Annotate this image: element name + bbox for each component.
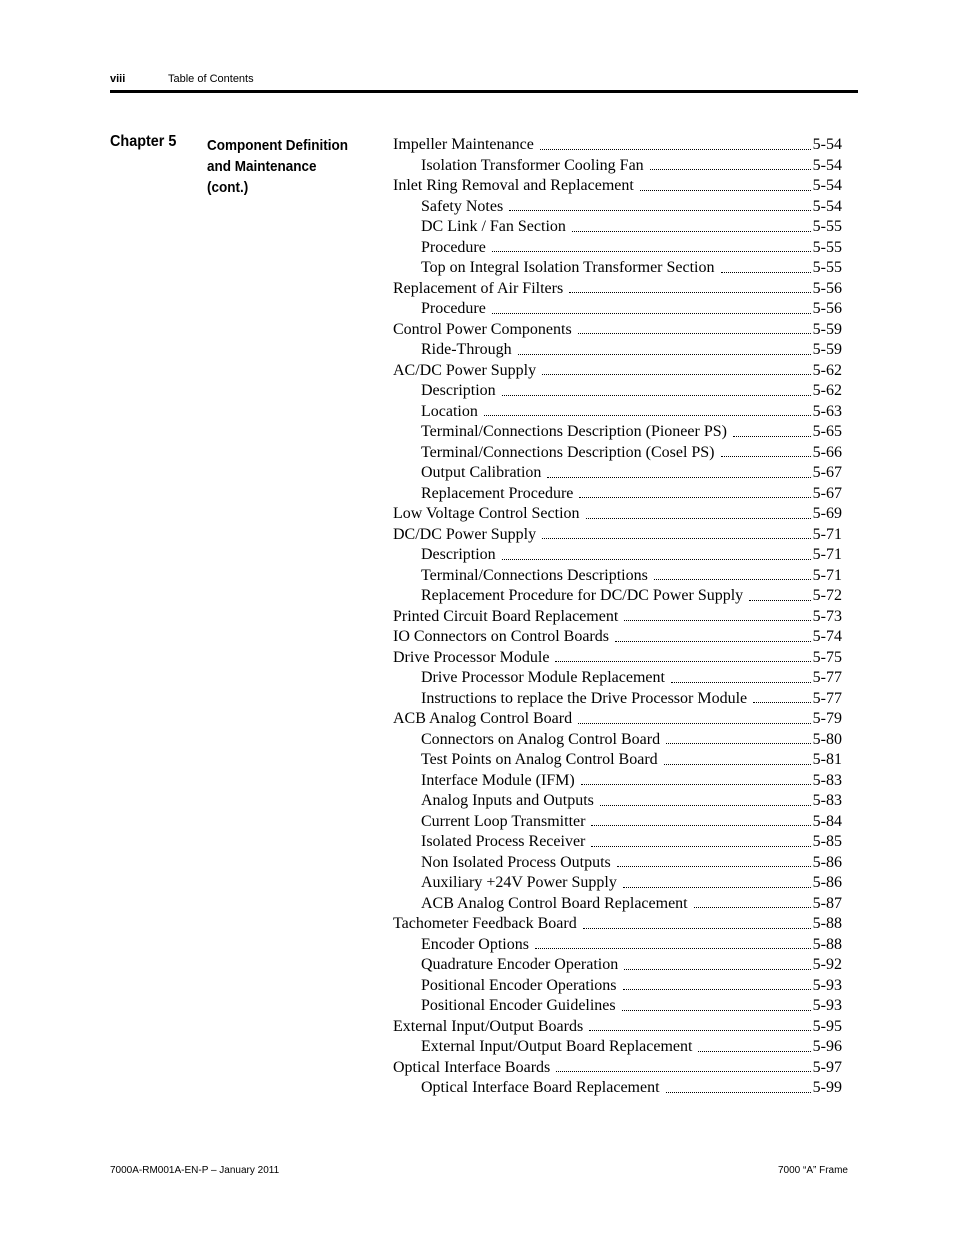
toc-entry[interactable] bbox=[393, 976, 842, 997]
footer-publication: 7000A-RM001A-EN-P – January 2011 bbox=[110, 1165, 280, 1176]
toc-entry-page: 5-74 bbox=[812, 628, 842, 645]
toc-entry-page: 5-85 bbox=[812, 833, 842, 850]
dot-leader bbox=[535, 948, 811, 949]
toc-entry-title: Terminal/Connections Descriptions bbox=[421, 566, 648, 584]
dot-leader bbox=[591, 825, 810, 826]
toc-entry-page: 5-72 bbox=[812, 587, 842, 604]
toc-entry-page: 5-65 bbox=[812, 423, 842, 440]
toc-entry-title: Auxiliary +24V Power Supply bbox=[421, 874, 617, 891]
toc-entry[interactable] bbox=[393, 832, 842, 853]
toc-entry[interactable] bbox=[393, 443, 842, 464]
toc-entry-title: ACB Analog Control Board bbox=[393, 710, 573, 727]
toc-entry-title: Optical Interface Boards bbox=[393, 1058, 551, 1076]
toc-entry[interactable] bbox=[393, 566, 842, 587]
dot-leader bbox=[589, 1030, 810, 1031]
toc-entry-page: 5-56 bbox=[812, 300, 842, 317]
toc-entry[interactable] bbox=[393, 853, 842, 874]
dot-leader bbox=[502, 395, 811, 396]
toc-entry[interactable] bbox=[393, 545, 842, 566]
toc-entry-page: 5-54 bbox=[812, 156, 842, 174]
toc-entry-title: AC/DC Power Supply bbox=[393, 361, 537, 379]
toc-entry[interactable] bbox=[393, 504, 842, 525]
dot-leader bbox=[600, 805, 811, 806]
dot-leader bbox=[694, 907, 811, 908]
toc-entry-page: 5-83 bbox=[812, 771, 842, 789]
dot-leader bbox=[622, 1010, 811, 1011]
toc-entry-title: Quadrature Encoder Operation bbox=[421, 956, 619, 973]
toc-entry-title: Replacement Procedure bbox=[421, 484, 574, 502]
dot-leader bbox=[492, 313, 811, 314]
chapter-title bbox=[207, 135, 387, 198]
toc-entry-title: ACB Analog Control Board Replacement bbox=[421, 894, 688, 912]
running-header-title: Table of Contents bbox=[168, 73, 254, 85]
dot-leader bbox=[542, 538, 811, 539]
toc-entry-title: Analog Inputs and Outputs bbox=[421, 792, 594, 809]
toc-entry-title: Replacement of Air Filters bbox=[393, 279, 564, 297]
toc-entry[interactable] bbox=[393, 217, 842, 238]
toc-entry[interactable] bbox=[393, 402, 842, 423]
toc-entry-page: 5-86 bbox=[812, 874, 842, 891]
toc-entry-title: Replacement Procedure for DC/DC Power Supply bbox=[421, 587, 744, 604]
toc-entry[interactable] bbox=[393, 156, 842, 177]
toc-entry[interactable] bbox=[393, 935, 842, 956]
toc-entry-page: 5-54 bbox=[812, 136, 842, 153]
toc-entry-page: 5-59 bbox=[812, 341, 842, 358]
toc-entry-title: External Input/Output Boards bbox=[393, 1017, 584, 1035]
toc-entry-title: Instructions to replace the Drive Processor Module bbox=[421, 689, 748, 707]
toc-entry[interactable] bbox=[393, 1078, 842, 1099]
dot-leader bbox=[623, 887, 811, 888]
toc-entry[interactable] bbox=[393, 668, 842, 689]
toc-entry-title: Test Points on Analog Control Board bbox=[421, 751, 658, 768]
toc-entry-title: Low Voltage Control Section bbox=[393, 505, 580, 522]
dot-leader bbox=[624, 620, 810, 621]
toc-entry-title: DC Link / Fan Section bbox=[421, 218, 566, 235]
toc-entry-title: Isolated Process Receiver bbox=[421, 833, 586, 850]
toc-entry-title: Ride-Through bbox=[421, 341, 512, 358]
toc-entry-page: 5-77 bbox=[812, 669, 842, 686]
toc-entry[interactable] bbox=[393, 1017, 842, 1038]
dot-leader bbox=[753, 702, 811, 703]
toc-entry-title: Impeller Maintenance bbox=[393, 136, 534, 153]
toc-entry-page: 5-67 bbox=[812, 484, 842, 502]
toc-entry-title: Isolation Transformer Cooling Fan bbox=[421, 156, 644, 174]
dot-leader bbox=[509, 210, 810, 211]
toc-entry-page: 5-71 bbox=[812, 566, 842, 584]
dot-leader bbox=[586, 518, 811, 519]
toc-entry-page: 5-99 bbox=[812, 1079, 842, 1096]
toc-entry[interactable] bbox=[393, 873, 842, 894]
toc-entry[interactable] bbox=[393, 381, 842, 402]
toc-entry[interactable] bbox=[393, 1037, 842, 1058]
dot-leader bbox=[640, 190, 811, 191]
toc-entry[interactable] bbox=[393, 422, 842, 443]
toc-entry-page: 5-54 bbox=[812, 197, 842, 215]
header-rule bbox=[110, 90, 858, 93]
toc-entry-title: Drive Processor Module bbox=[393, 648, 550, 666]
toc-entry-page: 5-80 bbox=[812, 730, 842, 748]
toc-entry-page: 5-93 bbox=[812, 976, 842, 994]
toc-entry-page: 5-71 bbox=[812, 525, 842, 543]
dot-leader bbox=[733, 436, 811, 437]
toc-entry[interactable] bbox=[393, 791, 842, 812]
toc-entry[interactable] bbox=[393, 299, 842, 320]
toc-entry-page: 5-81 bbox=[812, 751, 842, 768]
toc-entry-page: 5-69 bbox=[812, 505, 842, 522]
toc-entry[interactable] bbox=[393, 709, 842, 730]
toc-entry-title: Terminal/Connections Description (Pioneer PS) bbox=[421, 423, 727, 440]
dot-leader bbox=[555, 661, 810, 662]
toc-entry-page: 5-93 bbox=[812, 997, 842, 1014]
toc-entry-page: 5-59 bbox=[812, 320, 842, 338]
toc-entry-title: External Input/Output Board Replacement bbox=[421, 1038, 693, 1055]
toc-entry-title: Printed Circuit Board Replacement bbox=[393, 607, 619, 625]
toc-entry[interactable] bbox=[393, 648, 842, 669]
toc-entry-title: Inlet Ring Removal and Replacement bbox=[393, 177, 634, 194]
toc-entry-page: 5-56 bbox=[812, 279, 842, 297]
dot-leader bbox=[624, 969, 810, 970]
dot-leader bbox=[581, 784, 811, 785]
toc-entry-page: 5-83 bbox=[812, 792, 842, 809]
toc-entry-title: Non Isolated Process Outputs bbox=[421, 853, 611, 871]
toc-entry-title: IO Connectors on Control Boards bbox=[393, 628, 609, 645]
toc-entry[interactable] bbox=[393, 730, 842, 751]
dot-leader bbox=[650, 169, 811, 170]
toc-entry-page: 5-87 bbox=[812, 894, 842, 912]
dot-leader bbox=[664, 764, 811, 765]
toc-entry[interactable] bbox=[393, 894, 842, 915]
toc-entry[interactable] bbox=[393, 525, 842, 546]
toc-entry[interactable] bbox=[393, 135, 842, 156]
toc-entry-page: 5-88 bbox=[812, 915, 842, 932]
toc-entry[interactable] bbox=[393, 340, 842, 361]
toc-list bbox=[393, 135, 842, 1099]
toc-entry-title: Procedure bbox=[421, 238, 486, 256]
toc-entry-title: Description bbox=[421, 546, 496, 563]
toc-entry[interactable] bbox=[393, 812, 842, 833]
toc-entry[interactable] bbox=[393, 320, 842, 341]
toc-entry-page: 5-54 bbox=[812, 177, 842, 194]
dot-leader bbox=[540, 149, 811, 150]
toc-entry[interactable] bbox=[393, 1058, 842, 1079]
dot-leader bbox=[666, 1092, 811, 1093]
toc-entry-title: Current Loop Transmitter bbox=[421, 812, 586, 830]
dot-leader bbox=[579, 497, 810, 498]
toc-entry-page: 5-67 bbox=[812, 464, 842, 481]
toc-entry-page: 5-96 bbox=[812, 1038, 842, 1055]
toc-entry-title: Positional Encoder Guidelines bbox=[421, 997, 616, 1014]
toc-entry-page: 5-55 bbox=[812, 259, 842, 276]
toc-entry-title: Positional Encoder Operations bbox=[421, 976, 617, 994]
chapter-title-line: and Maintenance bbox=[207, 158, 317, 175]
toc-entry-page: 5-55 bbox=[812, 238, 842, 256]
toc-entry-page: 5-86 bbox=[812, 853, 842, 871]
dot-leader bbox=[578, 723, 811, 724]
dot-leader bbox=[591, 846, 810, 847]
dot-leader bbox=[698, 1051, 810, 1052]
toc-entry-page: 5-77 bbox=[812, 689, 842, 707]
toc-entry-title: Connectors on Analog Control Board bbox=[421, 730, 661, 748]
toc-entry-page: 5-71 bbox=[812, 546, 842, 563]
dot-leader bbox=[615, 641, 811, 642]
toc-entry[interactable] bbox=[393, 279, 842, 300]
dot-leader bbox=[502, 559, 811, 560]
toc-entry-page: 5-62 bbox=[812, 382, 842, 399]
chapter-label: Chapter 5 bbox=[110, 133, 177, 150]
dot-leader bbox=[572, 231, 811, 232]
toc-entry[interactable] bbox=[393, 586, 842, 607]
toc-entry-page: 5-62 bbox=[812, 361, 842, 379]
toc-entry[interactable] bbox=[393, 996, 842, 1017]
dot-leader bbox=[749, 600, 811, 601]
dot-leader bbox=[556, 1071, 810, 1072]
toc-entry-page: 5-84 bbox=[812, 812, 842, 830]
dot-leader bbox=[492, 251, 811, 252]
chapter-title-line: Component Definition bbox=[207, 137, 348, 154]
toc-entry-title: Safety Notes bbox=[421, 197, 504, 215]
toc-entry-title: Location bbox=[421, 402, 478, 420]
dot-leader bbox=[484, 415, 811, 416]
toc-entry-title: Optical Interface Board Replacement bbox=[421, 1079, 660, 1096]
toc-entry[interactable] bbox=[393, 463, 842, 484]
dot-leader bbox=[721, 272, 811, 273]
toc-entry[interactable] bbox=[393, 627, 842, 648]
toc-entry[interactable] bbox=[393, 771, 842, 792]
toc-entry[interactable] bbox=[393, 361, 842, 382]
toc-entry-page: 5-92 bbox=[812, 956, 842, 973]
toc-entry-title: Terminal/Connections Description (Cosel PS) bbox=[421, 443, 715, 461]
dot-leader bbox=[666, 743, 811, 744]
toc-entry-title: Encoder Options bbox=[421, 935, 529, 953]
toc-entry-title: Tachometer Feedback Board bbox=[393, 915, 577, 932]
toc-entry[interactable] bbox=[393, 484, 842, 505]
toc-entry-page: 5-66 bbox=[812, 443, 842, 461]
toc-entry-title: Output Calibration bbox=[421, 464, 542, 481]
toc-entry[interactable] bbox=[393, 176, 842, 197]
toc-entry[interactable] bbox=[393, 258, 842, 279]
toc-entry-title: Control Power Components bbox=[393, 320, 572, 338]
dot-leader bbox=[721, 456, 811, 457]
footer-product: 7000 “A” Frame bbox=[777, 1165, 848, 1176]
toc-entry-page: 5-88 bbox=[812, 935, 842, 953]
dot-leader bbox=[583, 928, 811, 929]
toc-entry[interactable] bbox=[393, 197, 842, 218]
toc-entry[interactable] bbox=[393, 750, 842, 771]
toc-entry-title: Interface Module (IFM) bbox=[421, 771, 575, 789]
toc-entry[interactable] bbox=[393, 238, 842, 259]
toc-entry-page: 5-75 bbox=[812, 648, 842, 666]
toc-entry-title: DC/DC Power Supply bbox=[393, 525, 537, 543]
dot-leader bbox=[623, 989, 811, 990]
toc-entry-title: Drive Processor Module Replacement bbox=[421, 669, 665, 686]
dot-leader bbox=[547, 477, 810, 478]
toc-entry[interactable] bbox=[393, 607, 842, 628]
toc-entry-title: Top on Integral Isolation Transformer Section bbox=[421, 259, 715, 276]
toc-entry-page: 5-95 bbox=[812, 1017, 842, 1035]
toc-entry-page: 5-55 bbox=[812, 218, 842, 235]
dot-leader bbox=[578, 333, 811, 334]
toc-entry-page: 5-63 bbox=[812, 402, 842, 420]
dot-leader bbox=[671, 682, 811, 683]
dot-leader bbox=[569, 292, 810, 293]
dot-leader bbox=[542, 374, 811, 375]
toc-entry-page: 5-97 bbox=[812, 1058, 842, 1076]
toc-entry-page: 5-79 bbox=[812, 710, 842, 727]
dot-leader bbox=[654, 579, 811, 580]
dot-leader bbox=[617, 866, 811, 867]
chapter-title-line: (cont.) bbox=[207, 179, 249, 196]
page-number: viii bbox=[110, 73, 126, 85]
toc-entry[interactable] bbox=[393, 914, 842, 935]
toc-entry[interactable] bbox=[393, 689, 842, 710]
toc-entry-title: Description bbox=[421, 382, 496, 399]
toc-entry-page: 5-73 bbox=[812, 607, 842, 625]
dot-leader bbox=[518, 354, 811, 355]
toc-entry[interactable] bbox=[393, 955, 842, 976]
toc-entry-title: Procedure bbox=[421, 300, 486, 317]
